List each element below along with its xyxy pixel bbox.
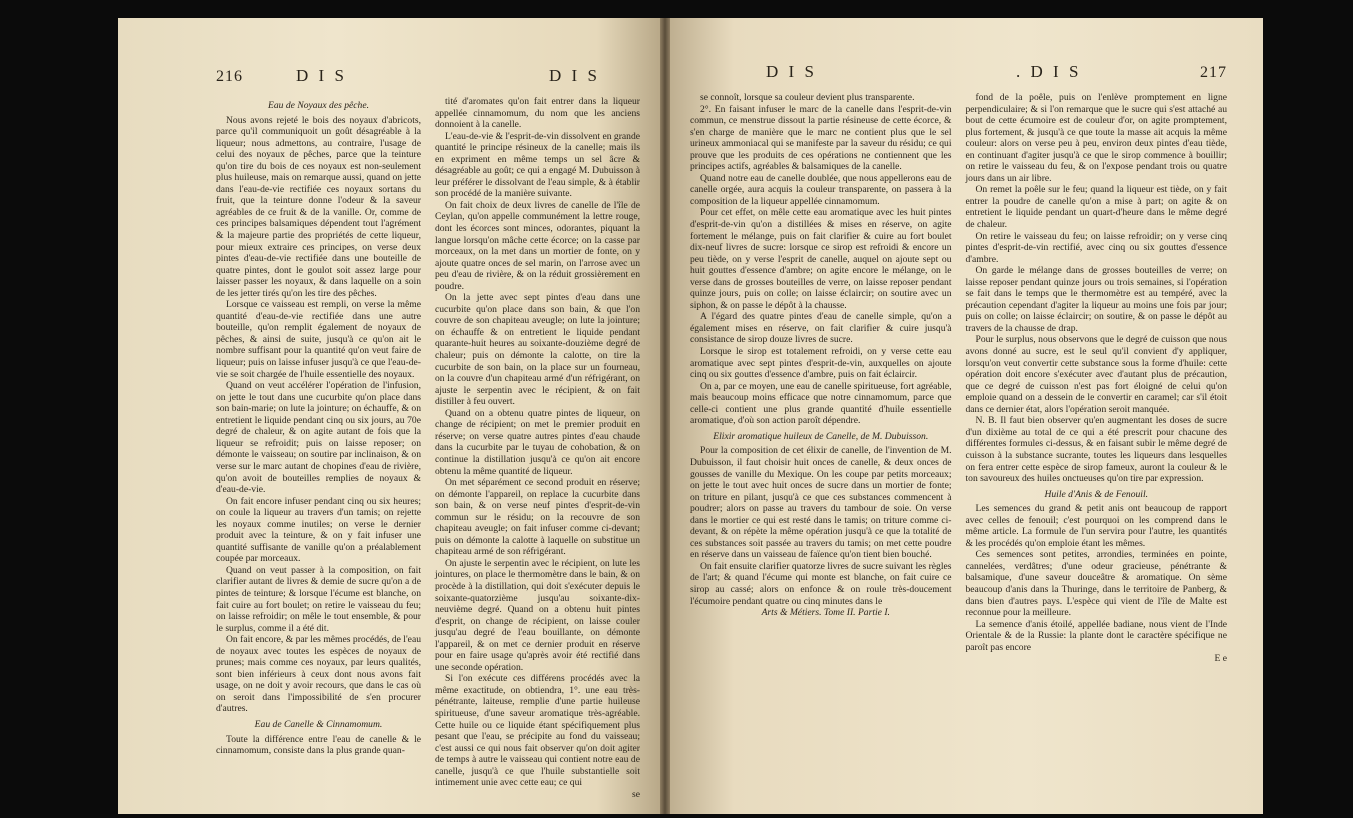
paragraph: Lorsque le sirop est totalement refroidi, on y verse cette eau aromatique avec sept pintes d'esprit-de-vin, auxquelles on ajoute cinq ou six gouttes d'essence d'ambre, puis on fait éclaircir. [690,346,952,381]
left-column-1 [216,96,421,800]
catchword: E e [1214,653,1227,665]
paragraph: Les semences du grand & petit anis ont beaucoup de rapport avec celles de fenouil; c'est pourquoi on les comprend dans le même article. La formule de l'un servira pour l'autre, les quantités & les procédés qu'on emploie étant les mêmes. [965,503,1227,549]
paragraph: On met séparément ce second produit en réserve; on démonte l'appareil, on replace la cucurbite dans son bain, & on verse neuf pintes d'esprit-de-vin commun sur le résidu; on la recouvre de son chapiteau aveugle; on fait infuser comme ci-devant; puis on démonte la calotte à laquelle on substitue un chapiteau armé de son réfrigérant. [435,477,640,558]
paragraph: On fait choix de deux livres de canelle de l'île de Ceylan, qu'on appelle communément la lettre rouge, dont les écorces sont minces, odorantes, piquant la langue lorsqu'on mâche cette écorce; on la casse par morceaux, on la met dans un mortier de fonte, on y ajoute quatre onces de sel marin, on l'arrose avec un peu d'eau de rivière, & on la réduit grossièrement en poudre. [435,199,640,292]
right-running-head [690,62,1227,92]
left-running-head [216,66,640,96]
paragraph: Quand on a obtenu quatre pintes de liqueur, on change de récipient; on met le premier produit en réserve; on verse quatre autres pintes d'eau chaude dans la cucurbite par le tuyau de cohobation, & on continue la distillation jusqu'à ce qu'on ait encore obtenu la même quantité de liqueur. [435,407,640,477]
paragraph: La semence d'anis étoilé, appellée badiane, nous vient de l'Inde Orientale & de la Russie: la plante dont le caractère spécifique ne paroît pas encore [965,618,1227,653]
paragraph: se connoît, lorsque sa couleur devient plus transparente. [700,92,915,103]
paragraph: Pour la composition de cet élixir de canelle, de l'invention de M. Dubuisson, il faut choisir huit onces de canelle, & deux onces de gousses de vanille du Mexique. On les coupe par petits morceaux; on jette le tout avec huit onces de sucre dans un mortier de fonte; on triture en pilant, jusqu'à ce que ces substances commencent à poudrer; alors on passe au travers du tambour de soie. On verse dans le mortier ce qui est resté dans le tamis; on triture comme ci-devant, & on répète la même opération jusqu'à ce que la totalité de ces substances soit passée au travers du tamis; on met cette poudre en réserve dans un vaisseau de faïence qu'on tient bien bouché. [690,445,952,561]
paragraph: Pour cet effet, on mêle cette eau aromatique avec les huit pintes d'esprit-de-vin qu'on a distillées & mises en réserve, on agite fortement le mélange, puis on fait clarifier & cuire au fort boulet dix-neuf livres de sucre: lorsque ce sirop est refroidi & encore un peu tiède, on y verse l'esprit de canelle, auquel on ajoute sept ou huit gouttes d'essence d'ambre; on agite encore le mélange, on le verse dans de grosses bouteilles de verre, on laisse reposer pendant quinze jours, puis on colle; on laisse éclaircir; on soutire avec un siphon, & on passe le dépôt à la chausse. [690,207,952,311]
paragraph: Ces semences sont petites, arrondies, terminées en pointe, cannelées, verdâtres; d'une odeur gracieuse, pénétrante & balsamique, d'une saveur douceâtre & aromatique. On sème beaucoup d'anis dans la Thuringe, dans le territoire de Panberg, & dans bien d'autres pays. L'espèce qui vient de l'île de Malte est reconnue pour la meilleure. [965,549,1227,619]
paragraph: On la jette avec sept pintes d'eau dans une cucurbite qu'on place dans son bain, & que l'on couvre de son chapiteau aveugle; on lute la jointure; on échauffe & on entretient le liquide pendant quarante-huit heures au soixante-douzième degré de chaleur; puis on démonte la calotte, on tire la cucurbite de son bain, on la place sur un fourneau, on la couvre d'un chapiteau armé d'un réfrigérant, on ajuste le serpentin avec le récipient, & on fait distiller à feu ouvert. [435,292,640,408]
paragraph: Quand on veut passer à la composition, on fait clarifier autant de livres & demie de sucre qu'on a de pintes de teinture; & lorsque l'écume est blanche, on fait cuire au fort boulet; on retire le vaisseau du feu; on laisse refroidir; on mêle le tout ensemble, & pour le surplus, comme il a été dit. [216,564,421,634]
paragraph: Pour le surplus, nous observons que le degré de cuisson que nous avons donné au sucre, est le seul qu'il convient d'y appliquer, lorsqu'on veut convertir cette substance sous la forme d'huile: cette opération doit encore s'exécuter avec d'autant plus de précaution, que ce degré de cuisson n'est pas fort éloigné de celui qu'on emploie quand on a dessein de le convertir en caramel; car s'il étoit dans ce dernier état, alors l'opération seroit manquée. [965,334,1227,415]
paragraph: On ajuste le serpentin avec le récipient, on lute les jointures, on place le thermomètre dans le bain, & on procède à la distillation, qui doit s'exécuter depuis le soixante-quatorzième jusqu'au soixante-dix-neuvième degré. Quand on a obtenu huit pintes d'esprit, on change de récipient, on laisse couler jusqu'au degré de l'eau bouillante, on démonte l'appareil, & on met ce dernier produit en réserve pour en faire usage qu'après avoir été rectifié dans une seconde opération. [435,557,640,673]
right-column-1 [690,92,952,665]
paragraph: Quand notre eau de canelle doublée, que nous appellerons eau de canelle orgée, aura acquis la couleur transparente, on passera à la composition de la liqueur appellée cinnamomum. [690,172,952,207]
right-page [662,18,1263,814]
paragraph: On garde le mélange dans de grosses bouteilles de verre; on laisse reposer pendant quinze jours ou trois semaines, si l'opération se fait dans le temps que le thermomètre est au tempéré, avec la précaution cependant d'agiter la liqueur au moins une fois par jour; puis on colle; on laisse éclaircir; on soutire, & on passe le dépôt au travers de la chausse de drap. [965,265,1227,334]
book-spread [118,18,1263,814]
section-heading: Huile d'Anis & de Fenouil. [1044,488,1149,500]
paragraph: L'eau-de-vie & l'esprit-de-vin dissolvent en grande quantité le principe résineux de la canelle; mais ils en expriment en même temps un sel âcre & désagréable au goût; ce qui a engagé M. Dubuisson à leur préférer le dissolvant de l'eau simple, & à établir son procédé de la manière suivante. [435,130,640,200]
paragraph: Lorsque ce vaisseau est rempli, on verse la même quantité d'eau-de-vie rectifiée dans une autre bouteille, qu'on remplit également de noyaux de pêches, & ainsi de suite, jusqu'à ce qu'on ait le nombre suffisant pour la quantité qu'on veut faire de liqueur; puis on laisse infuser jusqu'à ce que l'eau-de-vie se soit chargée de l'huile essentielle des noyaux. [216,299,421,380]
paragraph: tité d'aromates qu'on fait entrer dans la liqueur appellée cinnamomum, du nom que les anciens donnoient à la canelle. [435,96,640,131]
page-footer: Arts & Métiers. Tome II. Partie I. [761,607,890,619]
paragraph: 2°. En faisant infuser le marc de la canelle dans l'esprit-de-vin commun, ce menstrue dissout la partie résineuse de cette écorce, & s'en charge de manière que le marc ne contient plus que le sel urineux ammoniacal qui se manifeste par la saveur du résidu; ce qui prouve que les produits de ces opérations ne contiennent que les principes actifs, agréables & balsamiques de la canelle. [690,103,952,173]
right-column-2 [966,92,1228,665]
paragraph: On fait encore infuser pendant cinq ou six heures; on coule la liqueur au travers d'un tamis; on rejette les noyaux comme inutiles; on verse le dernier produit avec la teinture, & on y fait infuser une quantité suffisante de vanille qu'on a préalablement coupée par morceaux. [216,495,421,565]
left-head-title-2: D I S [549,66,600,85]
right-page-number: 217 [1200,64,1227,81]
section-heading: Eau de Canelle & Cinnamomum. [254,718,383,730]
section-heading: Elixir aromatique huileux de Canelle, de M. Dubuisson. [713,430,929,442]
paragraph: A l'égard des quatre pintes d'eau de canelle simple, qu'on a également mises en réserve, on fait clarifier & cuire jusqu'à consistance de sirop douze livres de sucre. [690,311,952,346]
right-head-title-2: . D I S [1016,62,1082,81]
left-page [118,18,662,814]
right-head-title-1: D I S [766,62,817,81]
paragraph: Nous avons rejeté le bois des noyaux d'abricots, parce qu'il communiquoit un goût désagréable à la liqueur; nous admettons, au contraire, l'usage de celui des noyaux de pêches, parce que la teinture qu'on tire du bois de ces noyaux est non-seulement plus huileuse, mais on remarque aussi, quand on jette dans l'eau-de-vie rectifiée ces noyaux sortans du fruit, que la teinture donne l'odeur & la saveur agréables de ce fruit & de la vanille. Or, comme de ces principes balsamiques dépendent tout l'agrément & la majeure partie des propriétés de cette liqueur, pour mieux extraire ces principes, on verse deux pintes d'eau-de-vie rectifiée dans une bouteille de quatre pintes, dont le goulot soit assez large pour laisser passer les noyaux, & dans laquelle on a soin de les jetter tirés qu'on les tire des pêches. [216,114,421,299]
paragraph: On a, par ce moyen, une eau de canelle spiritueuse, fort agréable, mais beaucoup moins efficace que notre cinnamomum, parce que celle-ci contient une plus grande quantité d'huile essentielle aromatique, d'où son action paroît dépendre. [690,380,952,427]
left-page-number: 216 [216,68,243,85]
paragraph: N. B. Il faut bien observer qu'en augmentant les doses de sucre d'un dixième au total de ce qui a été prescrit pour chacune des différentes formules ci-dessus, & en faisant subir le même degré de cuisson à la substance sucrante, toutes les liqueurs dans lesquelles on fera entrer cette espèce de sirop fameux, auront la couleur & le ton savoureux des huiles onctueuses qu'on tire par expression. [965,415,1227,485]
paragraph: On fait encore, & par les mêmes procédés, de l'eau de noyaux avec toutes les espèces de noyaux de prunes; mais comme ces noyaux, par leurs qualités, sont bien inférieurs à ceux dont nous avons fait usage, on ne doit y avoir recours, que dans le cas où on seroit dans l'impossibilité de s'en procurer d'autres. [216,634,421,715]
paragraph: Toute la différence entre l'eau de canelle & le cinnamomum, consiste dans la plus grande quan- [216,733,421,757]
paragraph: On retire le vaisseau du feu; on laisse refroidir; on y verse cinq pintes d'esprit-de-vin rectifié, avec cinq ou six gouttes d'essence d'ambre. [965,230,1227,265]
left-head-title-1: D I S [296,66,347,85]
catchword: se [632,788,640,800]
paragraph: fond de la poêle, puis on l'enlève promptement en ligne perpendiculaire; & si l'on remarque que le sucre qui s'est attaché au bout de cette écumoire est de couleur d'or, on agite promptement, plus fortement, & jusqu'à ce que toute la masse ait acquis la même couleur: alors on verse peu à peu, environ deux pintes d'eau tiède, en continuant d'agiter jusqu'à ce que le sirop commence à bouillir; on retire le vaisseau du feu, & on l'expose pendant trois ou quatre jours dans un air libre. [965,92,1227,184]
book-gutter [660,18,670,814]
paragraph: Quand on veut accélérer l'opération de l'infusion, on jette le tout dans une cucurbite qu'on place dans son bain-marie; on lute la jointure; on échauffe, & on entretient le liquide pendant cinq ou six jours, au 70e degré de chaleur, & on agite autant de fois que la liqueur se refroidit; puis on laisse reposer; on démonte le vaisseau; on soutire par inclinaison, & on verse sur le marc autant de chopines d'eau de rivière, qu'on avoit de bouteilles remplies de noyaux & d'eau-de-vie. [216,380,421,496]
left-column-2 [435,96,640,800]
section-heading: Eau de Noyaux des pêche. [268,100,369,111]
paragraph: On fait ensuite clarifier quatorze livres de sucre suivant les règles de l'art; & quand l'écume qui monte est blanche, on fait cuire ce sirop au cassé; alors on enfonce & on roule très-doucement l'écumoire pendant quatre ou cinq minutes dans le [690,560,952,607]
paragraph: Si l'on exécute ces différens procédés avec la même exactitude, on obtiendra, 1°. une eau très-pénétrante, laiteuse, remplie d'une partie huileuse spiritueuse, d'une saveur aromatique très-agréable. Cette huile ou ce liquide étant spécifiquement plus pesant que l'eau, se précipite au fond du vaisseau; c'est aussi ce qui nous fait observer qu'on doit agiter de temps à autre le vaisseau qui contient notre eau de canelle, jusqu'à ce que l'huile substantielle soit intimement unie avec cette eau; ce qui [435,673,640,789]
paragraph: On remet la poêle sur le feu; quand la liqueur est tiède, on y fait entrer la poudre de canelle qu'on a mise à part; on agite & on entretient le liquide pendant un quart-d'heure dans le même degré de chaleur. [965,184,1227,231]
